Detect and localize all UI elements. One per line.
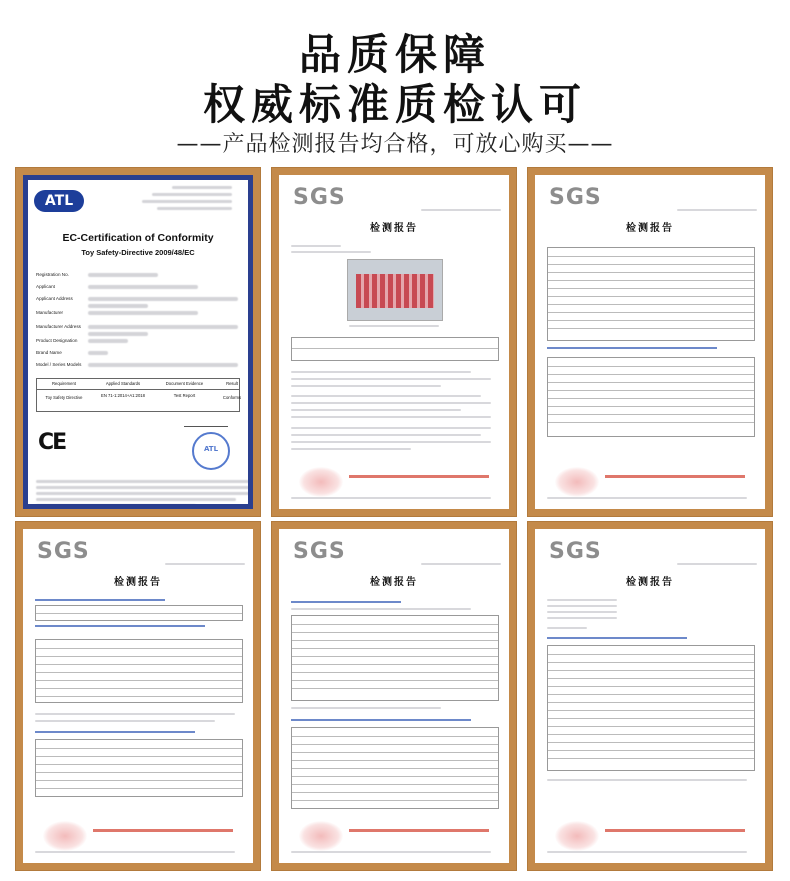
field-label: Registration No.	[36, 272, 69, 277]
table-header: Requirement	[52, 381, 76, 386]
table-cell: Conforms	[222, 395, 242, 400]
ce-mark: CE	[38, 430, 66, 455]
field-label: Manufacturer Address	[36, 324, 81, 329]
report-paper	[279, 529, 509, 863]
red-stamp	[555, 467, 599, 497]
conformity-table	[36, 378, 240, 412]
field-label: Applicant	[36, 284, 55, 289]
red-stamp	[299, 821, 343, 851]
field-label: Model / Series Models	[36, 362, 82, 367]
certificate-title: EC-Certification of Conformity	[62, 232, 214, 244]
red-stamp	[555, 821, 599, 851]
field-label: Applicant Address	[36, 296, 73, 301]
certificate-card-sgs	[272, 522, 516, 870]
report-title: 检测报告	[370, 223, 418, 234]
signature	[184, 416, 228, 427]
sgs-logo: SGS	[293, 185, 346, 210]
table-header: Document Evidence	[165, 381, 204, 386]
sgs-logo: SGS	[37, 539, 90, 564]
report-paper	[535, 529, 765, 863]
certificate-card-sgs	[16, 522, 260, 870]
report-paper	[23, 529, 253, 863]
red-stamp	[43, 821, 87, 851]
report-title: 检测报告	[626, 223, 674, 234]
report-paper	[535, 175, 765, 509]
report-title: 检测报告	[114, 577, 162, 588]
table-cell: Toy Safety Directive	[45, 395, 83, 400]
report-title: 检测报告	[626, 577, 674, 588]
sgs-logo: SGS	[549, 185, 602, 210]
field-label: Manufacturer	[36, 310, 64, 315]
report-title: 检测报告	[370, 577, 418, 588]
red-stamp	[299, 467, 343, 497]
atl-stamp: ATL	[192, 432, 230, 470]
field-label: Brand Name	[36, 350, 62, 355]
sample-photo	[347, 259, 443, 321]
sgs-logo: SGS	[549, 539, 602, 564]
certificate-subtitle: Toy Safety-Directive 2009/48/EC	[81, 248, 195, 257]
table-header: Result	[226, 381, 238, 386]
page-title-line2: 权威标准质检认可	[202, 80, 587, 129]
certificate-card-sgs	[528, 522, 772, 870]
certificate-card-sgs	[272, 168, 516, 516]
atl-logo: ATL	[34, 190, 84, 212]
table-cell: EN 71-1:2014+A1:2018	[101, 393, 145, 398]
table-header: Applied Standards	[105, 381, 141, 386]
certificate-footer-text	[36, 480, 240, 509]
page-subtitle: ——产品检测报告均合格，可放心购买——	[176, 132, 614, 157]
field-label: Product Designation	[36, 338, 78, 343]
table-cell: Test Report	[173, 393, 196, 398]
certificate-card-sgs	[528, 168, 772, 516]
sgs-logo: SGS	[293, 539, 346, 564]
report-paper	[279, 175, 509, 509]
certificate-paper	[23, 175, 253, 509]
page-title-line1: 品质保障	[298, 30, 491, 79]
certificate-card-atl	[16, 168, 260, 516]
